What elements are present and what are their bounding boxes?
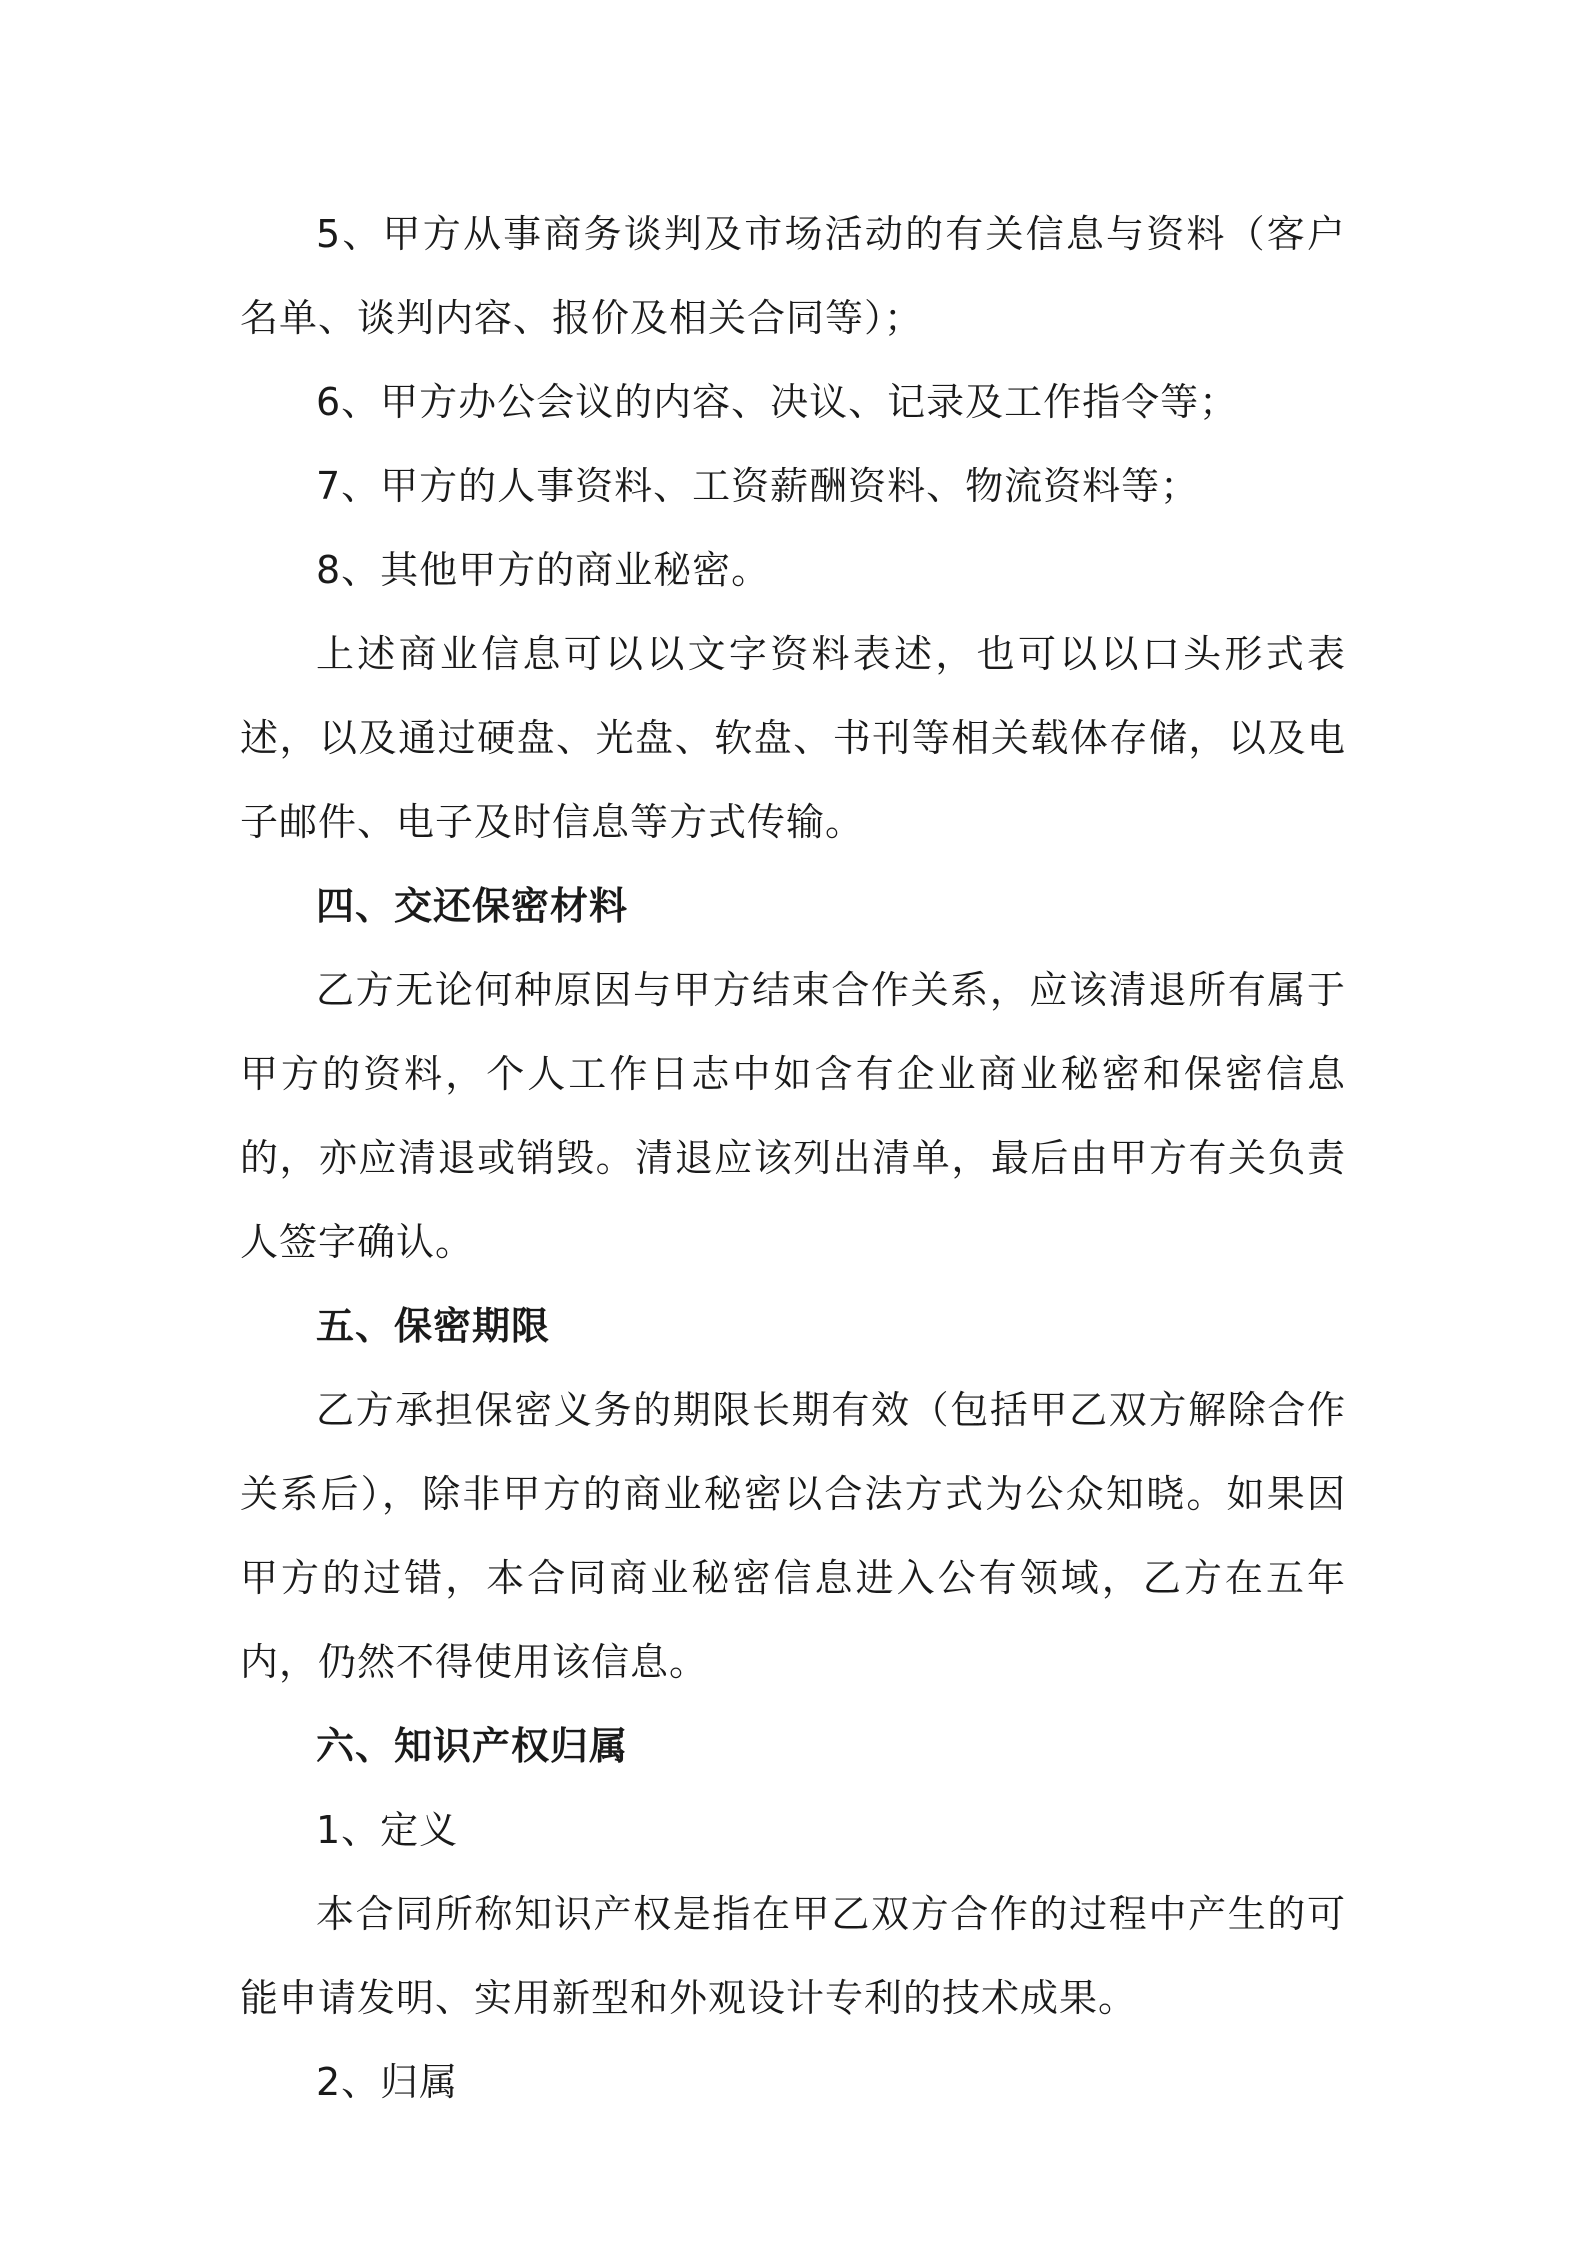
section-heading-return-materials: 四、交还保密材料 <box>316 884 629 928</box>
return-materials-paragraph: 乙方无论何种原因与甲方结束合作关系，应该清退所有属于甲方的资料，个人工作日志中如含有企业商业秘密和保密信息的，亦应清退或销毁。清退应该列出清单，最后由甲方有关负责人签字确认。 <box>240 968 1346 1264</box>
ip-ownership-title: 2、归属 <box>316 2060 459 2104</box>
document-body <box>240 192 1346 2124</box>
confidentiality-term-paragraph: 乙方承担保密义务的期限长期有效（包括甲乙双方解除合作关系后），除非甲方的商业秘密以合法方式为公众知晓。如果因甲方的过错，本合同商业秘密信息进入公有领域，乙方在五年内，仍然不得使用该信息。 <box>240 1388 1346 1684</box>
section-heading-confidentiality-term: 五、保密期限 <box>316 1304 551 1348</box>
clause-7-personnel-info: 7、甲方的人事资料、工资薪酬资料、物流资料等； <box>316 464 1200 508</box>
clause-5-business-negotiation-info: 5、甲方从事商务谈判及市场活动的有关信息与资料（客户名单、谈判内容、报价及相关合同等）； <box>240 212 1346 340</box>
clause-8-other-secrets: 8、其他甲方的商业秘密。 <box>316 548 771 592</box>
ip-definition-title: 1、定义 <box>316 1808 459 1852</box>
info-forms-paragraph: 上述商业信息可以以文字资料表述，也可以以口头形式表述，以及通过硬盘、光盘、软盘、书刊等相关载体存储，以及电子邮件、电子及时信息等方式传输。 <box>240 632 1346 844</box>
section-heading-ip-ownership: 六、知识产权归属 <box>316 1724 629 1768</box>
clause-6-office-meeting-info: 6、甲方办公会议的内容、决议、记录及工作指令等； <box>316 380 1239 424</box>
ip-definition-paragraph: 本合同所称知识产权是指在甲乙双方合作的过程中产生的可能申请发明、实用新型和外观设计专利的技术成果。 <box>240 1892 1346 2020</box>
